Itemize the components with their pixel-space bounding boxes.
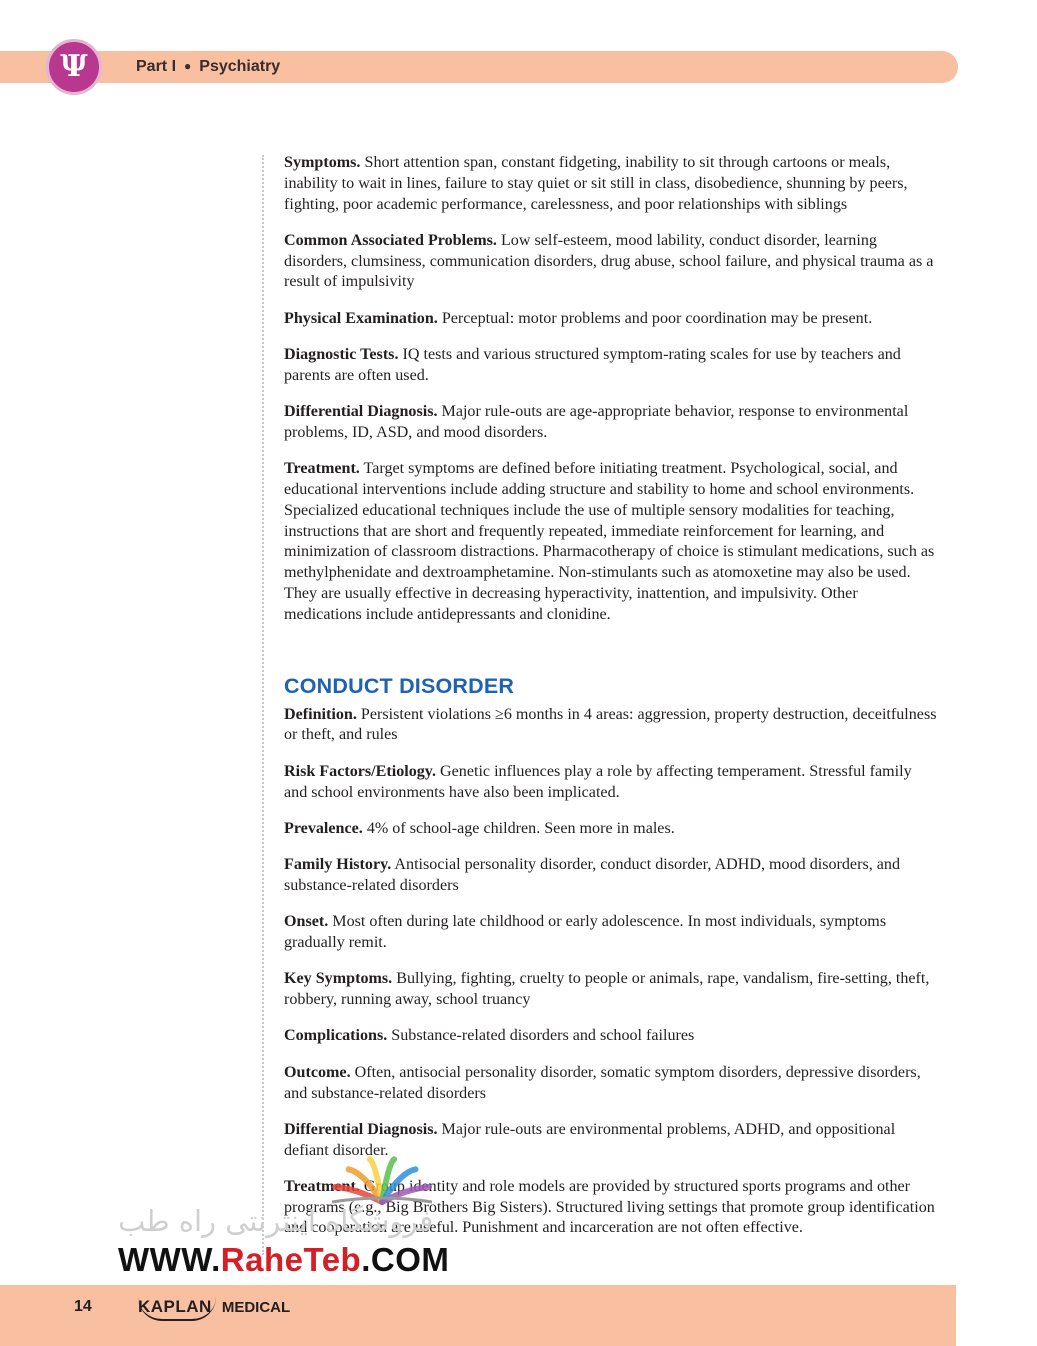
paragraph-body: Persistent violations ≥6 months in 4 areas: aggression, property destruction, deceitfulness or theft, and rules	[284, 705, 937, 744]
text-paragraph	[284, 402, 938, 444]
url-prefix: WWW.	[118, 1241, 221, 1278]
paragraph-term: Diagnostic Tests.	[284, 346, 399, 364]
paragraph-body: Substance-related disorders and school failures	[387, 1027, 695, 1045]
url-suffix: .COM	[361, 1241, 450, 1278]
url-brand: RaheTeb	[220, 1241, 362, 1278]
text-paragraph	[284, 969, 938, 1011]
paragraph-term: Symptoms.	[284, 154, 361, 171]
paragraph-term: Outcome.	[284, 1063, 351, 1081]
bullet-separator: ●	[184, 59, 192, 73]
paragraph-term: Treatment.	[284, 460, 360, 478]
paragraph-term: Common Associated Problems.	[284, 231, 497, 249]
kaplan-medical-logo	[138, 1297, 290, 1317]
text-paragraph	[284, 231, 938, 293]
paragraph-body: Most often during late childhood or early adolescence. In most individuals, symptoms gradually remit.	[284, 913, 887, 952]
running-head	[136, 58, 280, 76]
page-content	[284, 153, 938, 1255]
text-paragraph	[284, 762, 938, 804]
paragraph-term: Differential Diagnosis.	[284, 403, 438, 421]
paragraph-term: Onset.	[284, 913, 329, 931]
paragraph-body: Major rule-outs are age-appropriate behavior, response to environmental problems, ID, ASD, and mood disorders.	[284, 403, 909, 441]
paragraph-body: 4% of school-age children. Seen more in males.	[362, 819, 675, 837]
section-title: CONDUCT DISORDER	[284, 673, 515, 698]
paragraph-term: Complications.	[284, 1027, 388, 1045]
paragraph-body: Genetic influences play a role by affecting temperament. Stressful family and school environments have also been implicated.	[284, 762, 912, 801]
paragraph-term: Risk Factors/Etiology.	[284, 762, 436, 780]
paragraph-term: Family History.	[284, 856, 392, 874]
paragraph-term: Definition.	[284, 705, 357, 723]
paragraph-body: Short attention span, constant fidgeting, inability to sit through cartoons or meals, inability to wait in lines, failure to stay quiet or sit still in class, disobedience, shunning by peers, fighting, poor academic performance, carelessness, and poor relationships with siblings	[284, 154, 908, 213]
text-paragraph	[284, 1063, 938, 1105]
watermark-farsi-text: فروشگاه اینترنتی راه طب	[118, 1204, 434, 1238]
paragraph-body: Target symptoms are defined before initiating treatment. Psychological, social, and educational interventions include adding structure and stability to home and school environments. Specialized educational techniques include the use of multiple sensory modalities for teaching, instructions that are short and frequently repeated, immediate reinforcement for learning, and minimization of classroom distractions. Pharmacotherapy of choice is stimulant medications, such as methylphenidate and dextroamphetamine. Non-stimulants such as atomoxetine may also be used. They are usually effective in decreasing hyperactivity, inattention, and impulsivity. Other medications include antidepressants and clonidine.	[284, 460, 935, 623]
text-paragraph	[284, 819, 938, 840]
paragraph-term: Treatment.	[284, 1177, 360, 1195]
paragraph-body: Bullying, fighting, cruelty to people or animals, rape, vandalism, fire-setting, theft, robbery, running away, school truancy	[284, 970, 930, 1009]
text-paragraph	[284, 912, 938, 954]
page-number: 14	[74, 1298, 92, 1315]
kaplan-wordmark: KAPLAN	[138, 1297, 216, 1321]
paragraph-body: IQ tests and various structured symptom-rating scales for use by teachers and parents are often used.	[284, 346, 901, 384]
text-paragraph	[284, 705, 938, 747]
paragraph-body: Often, antisocial personality disorder, somatic symptom disorders, depressive disorders, and substance-related disorders	[284, 1063, 921, 1102]
paragraph-body: Major rule-outs are environmental problems, ADHD, and oppositional defiant disorder.	[284, 1120, 896, 1159]
watermark-url	[118, 1241, 449, 1279]
paragraph-term: Differential Diagnosis.	[284, 1120, 438, 1138]
margin-rule	[262, 155, 264, 1255]
paragraph-body: Antisocial personality disorder, conduct disorder, ADHD, mood disorders, and substance-related disorders	[284, 856, 900, 894]
paragraph-term: Key Symptoms.	[284, 970, 393, 988]
psi-glyph: Ψ	[60, 49, 88, 84]
text-paragraph	[284, 459, 938, 625]
paragraph-body: Perceptual: motor problems and poor coordination may be present.	[437, 309, 873, 327]
text-paragraph	[284, 855, 938, 897]
psi-logo-icon	[46, 39, 102, 95]
text-paragraph	[284, 153, 938, 215]
open-book-icon	[326, 1150, 438, 1210]
paragraph-term: Prevalence.	[284, 819, 363, 837]
medical-wordmark: MEDICAL	[221, 1299, 291, 1316]
subject-label: Psychiatry	[199, 58, 281, 75]
paragraph-term: Physical Examination.	[284, 309, 438, 327]
part-label: Part I	[136, 58, 177, 75]
adhd-section-list	[284, 153, 938, 626]
paragraph-body: Low self-esteem, mood lability, conduct disorder, learning disorders, clumsiness, communication disorders, drug abuse, school failure, and physical trauma as a result of impulsivity	[284, 231, 934, 291]
text-paragraph	[284, 1026, 938, 1047]
paragraph-body: Group identity and role models are provided by structured sports programs and other programs (e.g., Big Brothers Big Sisters). Structured living settings that promote group identification and cooperation are useful. Punishment and incarceration are not often effective.	[284, 1177, 935, 1237]
text-paragraph	[284, 345, 938, 387]
text-paragraph	[284, 309, 938, 330]
